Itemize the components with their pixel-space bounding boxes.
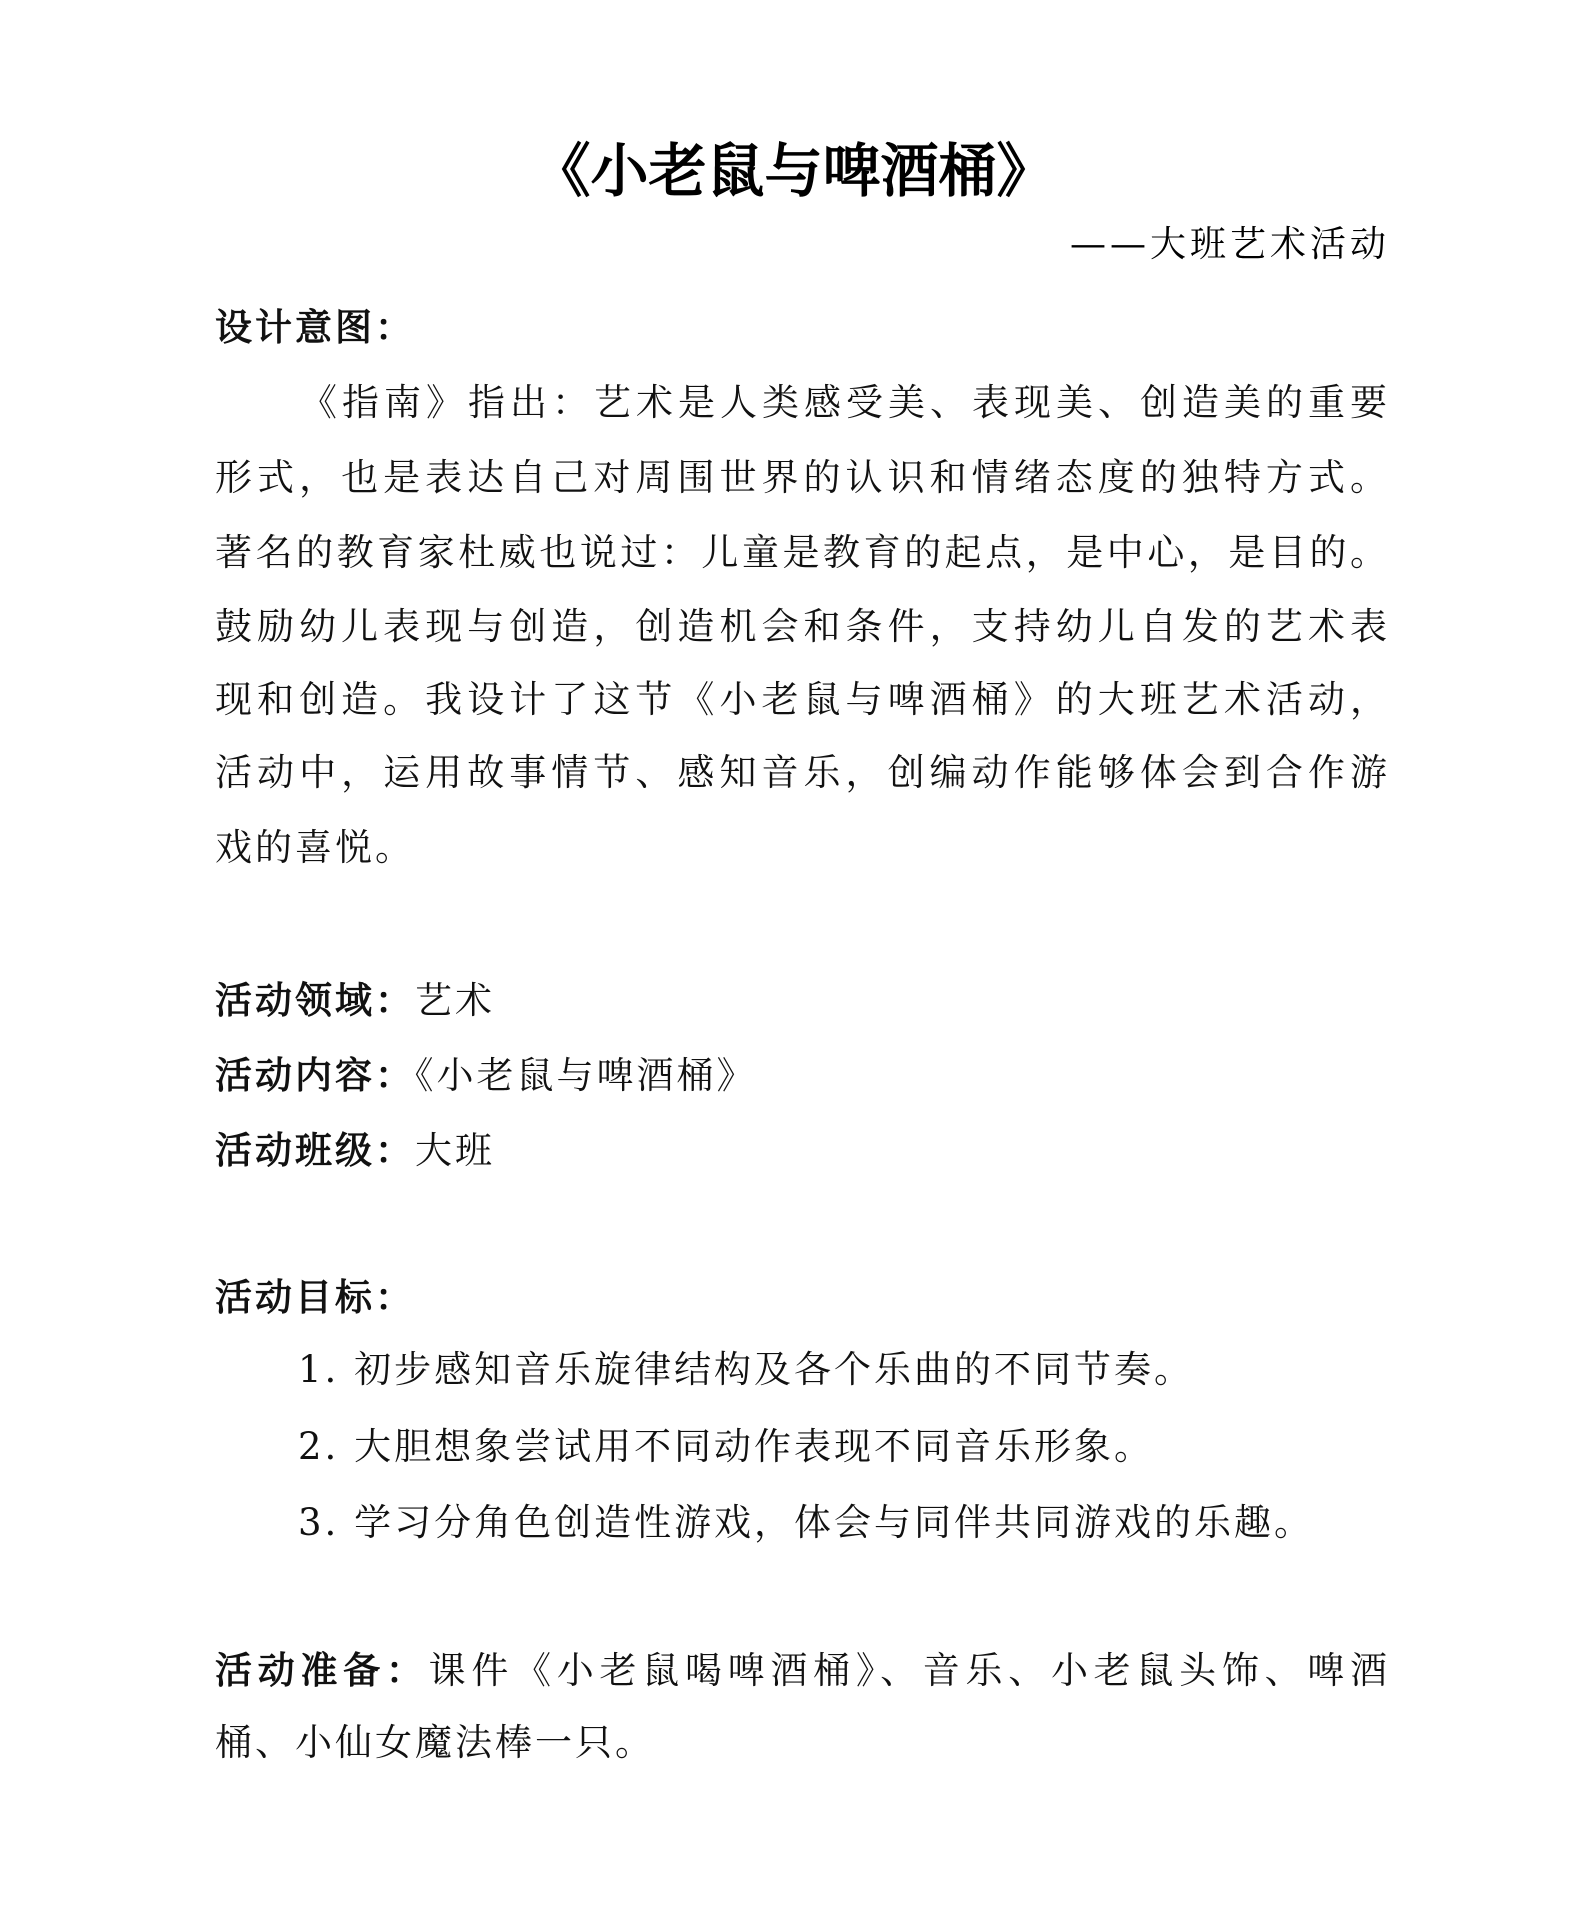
preparation-line-2: 桶、小仙女魔法棒一只。 (215, 1721, 655, 1764)
preparation-row (215, 1645, 1390, 1695)
goal-item-3: 3. 学习分角色创造性游戏，体会与同伴共同游戏的乐趣。 (298, 1501, 1315, 1544)
document-subtitle: ——大班艺术活动 (1069, 224, 1390, 265)
design-intent-line-7: 戏的喜悦。 (215, 826, 415, 869)
activity-domain-label: 活动领域： (215, 978, 415, 1022)
design-intent-line-2: 形式，也是表达自己对周围世界的认识和情绪态度的独特方式。 (215, 456, 1390, 499)
preparation-line-1: 课件《小老鼠喝啤酒桶》、音乐、小老鼠头饰、啤酒 (428, 1649, 1391, 1692)
activity-domain-row (215, 975, 1390, 1025)
activity-content-value: 《小老鼠与啤酒桶》 (415, 1054, 757, 1097)
activity-domain-value: 艺术 (415, 979, 495, 1022)
design-intent-line-5: 现和创造。我设计了这节《小老鼠与啤酒桶》的大班艺术活动， (215, 678, 1390, 721)
goals-heading: 活动目标： (215, 1275, 415, 1319)
preparation-label: 活动准备： (215, 1648, 429, 1692)
activity-content-row (215, 1050, 1390, 1100)
activity-class-label: 活动班级： (215, 1128, 415, 1172)
activity-class-value: 大班 (415, 1129, 495, 1172)
activity-class-row (215, 1125, 1390, 1175)
goal-item-1: 1. 初步感知音乐旋律结构及各个乐曲的不同节奏。 (298, 1348, 1195, 1391)
design-intent-line-3: 著名的教育家杜威也说过：儿童是教育的起点，是中心，是目的。 (215, 531, 1390, 574)
design-intent-heading: 设计意图： (215, 305, 415, 349)
document-title: 《小老鼠与啤酒桶》 (532, 137, 1055, 205)
activity-content-label: 活动内容： (215, 1053, 415, 1097)
design-intent-line-1: 《指南》指出：艺术是人类感受美、表现美、创造美的重要 (300, 381, 1390, 424)
design-intent-line-6: 活动中，运用故事情节、感知音乐，创编动作能够体会到合作游 (215, 751, 1390, 794)
design-intent-line-4: 鼓励幼儿表现与创造，创造机会和条件，支持幼儿自发的艺术表 (215, 605, 1390, 648)
goal-item-2: 2. 大胆想象尝试用不同动作表现不同音乐形象。 (298, 1425, 1155, 1468)
